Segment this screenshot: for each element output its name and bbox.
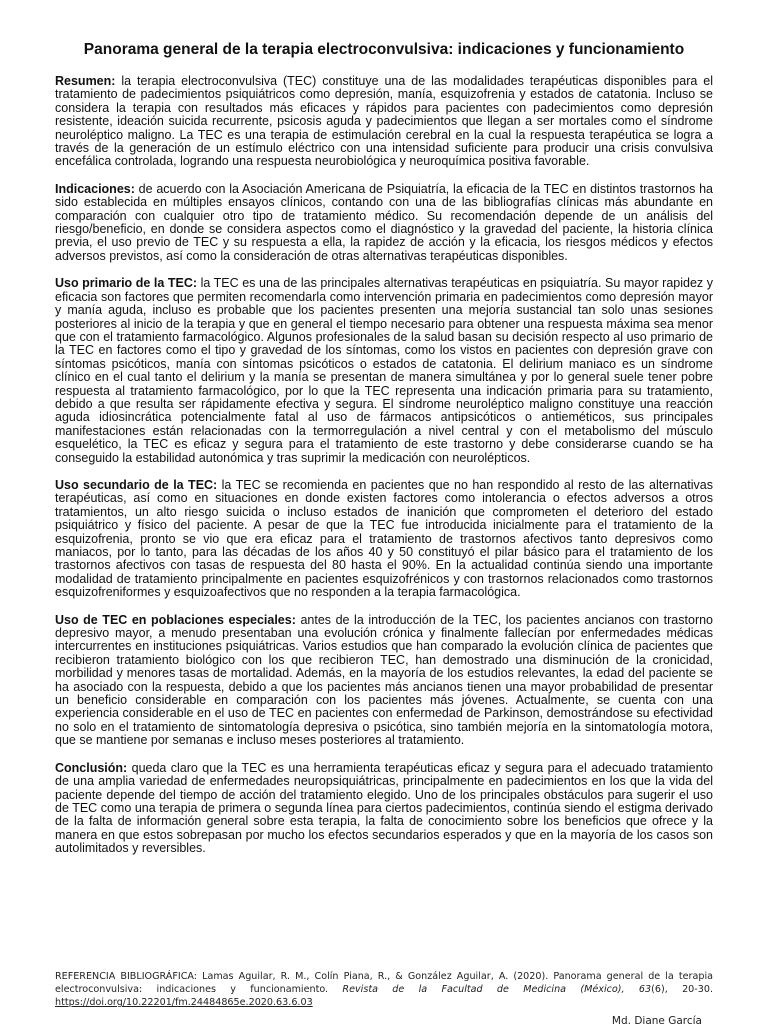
section-label: Uso secundario de la TEC: [55,477,218,492]
section-text: antes de la introducción de la TEC, los pacientes ancianos con trastorno depresivo mayor, a menudo presentaban una evolución crónica y finalmente fallecían por enfermedades médicas intercurrentes en instituciones psiquiátricas. Varios estudios que han comparado la evolución clínica de pacientes que recibieron tratamiento biológico con los que recibieron TEC, han demostrado una disminución de la cronicidad, morbilidad y menores tasas de mortalidad. Además, en la mayoría de los estudios relevantes, la edad del paciente se ha asociado con la respuesta, debido a que los pacientes más ancianos tienen una mayor probabilidad de presentar un beneficio considerable en comparación con los pacientes más jóvenes. Actualmente, se cuenta con una experiencia considerable en el uso de TEC en pacientes con enfermedad de Parkinson, demostrándose su efectividad no solo en el tratamiento de sintomatología depresiva o psicótica, sino también mejoría en la sintomatología motora, que se mantiene por semanas e incluso meses posteriores al tratamiento. [55,612,714,748]
section-text: queda claro que la TEC es una herramienta terapéuticas eficaz y segura para el adecuado tratamiento de una amplia variedad de enfermedades neuropsiquiátricas, principalmente en padecimientos en los que la vida del paciente depende del tiempo de acción del tratamiento elegido. Uno de los principales obstáculos para sugerir el uso de TEC como una terapia de primera o segunda línea para ciertos padecimientos, continúa siendo el estigma derivado de la falta de información general sobre esta terapia, la falta de conocimiento sobre los beneficios que ofrece y la manera en que estos sobrepasan por mucho los efectos secundarios esperados y que en la mayoría de los casos son autolimitados y reversibles. [55,760,713,856]
reference-doi-link[interactable]: https://doi.org/10.22201/fm.24484865e.2020.63.6.03 [55,997,313,1008]
section-poblaciones-especiales [55,614,713,748]
section-text: de acuerdo con la Asociación Americana de Psiquiatría, la eficacia de la TEC en distintos trastornos ha sido establecida en múltiples ensayos clínicos, contando con una de las bibliografías clínicas más abundante en comparación con cualquier otro tipo de tratamiento médico. Su recomendación depende de un análisis del riesgo/beneficio, en donde se considera aspectos como el diagnóstico y la gravedad del paciente, la historia clínica previa, el uso previo de TEC y su respuesta a ella, la rapidez de acción y la eficacia, los riesgos médicos y efectos adversos previstos, así como la consideración de otras alternativas terapéuticas disponibles. [55,181,713,263]
reference-journal: Revista de la Facultad de Medicina (México), 63 [342,984,652,995]
section-text: la TEC se recomienda en pacientes que no han respondido al resto de las alternativas terapéuticas, así como en situaciones en donde existen factores como intolerancia o efectos adversos a otros tratamientos, un alto riesgo suicida o incluso estados de inanición que comprometen el deterioro del estado psiquiátrico y físico del paciente. A pesar de que la TEC fue introducida inicialmente para el tratamiento de la esquizofrenia, pronto se vio que era eficaz para el tratamiento de trastornos afectivos tanto depresivos como maniacos, por lo tanto, para las décadas de los años 40 y 50 constituyó el pilar básico para el tratamiento de los trastornos afectivos con tasas de respuesta del 80 hasta el 90%. En la actualidad continúa siendo una importante modalidad de tratamiento principalmente en pacientes esquizofrénicos y con trastornos relacionados como trastornos esquizofreniformes y esquizoafectivos que no responden a la terapia farmacológica. [55,477,713,600]
reference-issue-pages: (6), 20-30. [651,984,713,995]
section-conclusion [55,762,713,856]
section-label: Uso de TEC en poblaciones especiales: [55,612,296,627]
section-label: Indicaciones: [55,181,135,196]
section-uso-primario [55,277,713,465]
section-label: Resumen: [55,74,116,88]
section-resumen [55,75,713,169]
bibliographic-reference [55,970,713,1009]
section-text: la TEC es una de las principales alternativas terapéuticas en psiquiatría. Su mayor rapidez y eficacia son factores que permiten recomendarla como intervención primaria en padecimientos como depresión mayor y manía aguda, incluso es probable que los pacientes presenten una mejoría sustancial tan solo unas sesiones posteriores al inicio de la terapia y que en general el tiempo necesario para obtener una respuesta máxima sea menor que con el tratamiento farmacológico. Algunos profesionales de la salud basan su decisión respecto al uso primario de la TEC en factores como el tipo y gravedad de los síntomas, como los vistos en pacientes con depresión grave con síntomas psicóticos, manía con síntomas psicóticos o estados de catatonia. El delirium maniaco es un síndrome clínico en el cual tanto el delirium y la manía se presentan de manera simultánea y por lo general suele tener pobre respuesta al tratamiento farmacológico, por lo que la TEC representa una indicación primaria para su tratamiento, debido a que resulta ser rápidamente efectiva y segura. El síndrome neuroléptico maligno constituye una reacción aguda idiosincrática potencialmente fatal al uso de fármacos antipsicóticos o antieméticos, sus principales manifestaciones están relacionadas con la termorregulación a nivel central y con el metabolismo del músculo esquelético, la TEC es eficaz y segura para el tratamiento de este trastorno y debe considerarse cuando se ha conseguido la estabilidad autonómica y tras suprimir la medicación con neurolépticos. [55,276,713,465]
section-label: Conclusión: [55,760,128,775]
section-label: Uso primario de la TEC: [55,276,198,291]
author-signature: Md. Diane García [611,1015,702,1027]
section-uso-secundario [55,479,713,600]
section-indicaciones [55,183,713,263]
section-text: la terapia electroconvulsiva (TEC) constituye una de las modalidades terapéuticas disponibles para el tratamiento de padecimientos psiquiátricos como depresión, manía, esquizofrenia y estados de catatonia. Incluso se considera la terapia con resultados más eficaces y rápidos para pacientes con padecimientos como depresión resistente, ideación suicida recurrente, psicosis aguda y padecimientos que llegan a ser mortales como el síndrome neuroléptico maligno. La TEC es una terapia de estimulación cerebral en la cual la respuesta terapéutica se logra a través de la generación de un estímulo eléctrico con una intensidad suficiente para producir una crisis convulsiva encefálica controlada, logrando una respuesta neurobiológica y neuroquímica positiva favorable. [55,74,713,169]
reference-prefix: REFERENCIA BIBLIOGRÁFICA: Lamas Aguilar, R. M., Colín Piana, R., & González Aguilar, A. (2020). Panorama general de la terapia electroconvulsiva: indicaciones y funcionamiento. [55,971,713,995]
document-title: Panorama general de la terapia electroconvulsiva: indicaciones y funcionamiento [83,41,685,58]
document-body [55,75,713,870]
